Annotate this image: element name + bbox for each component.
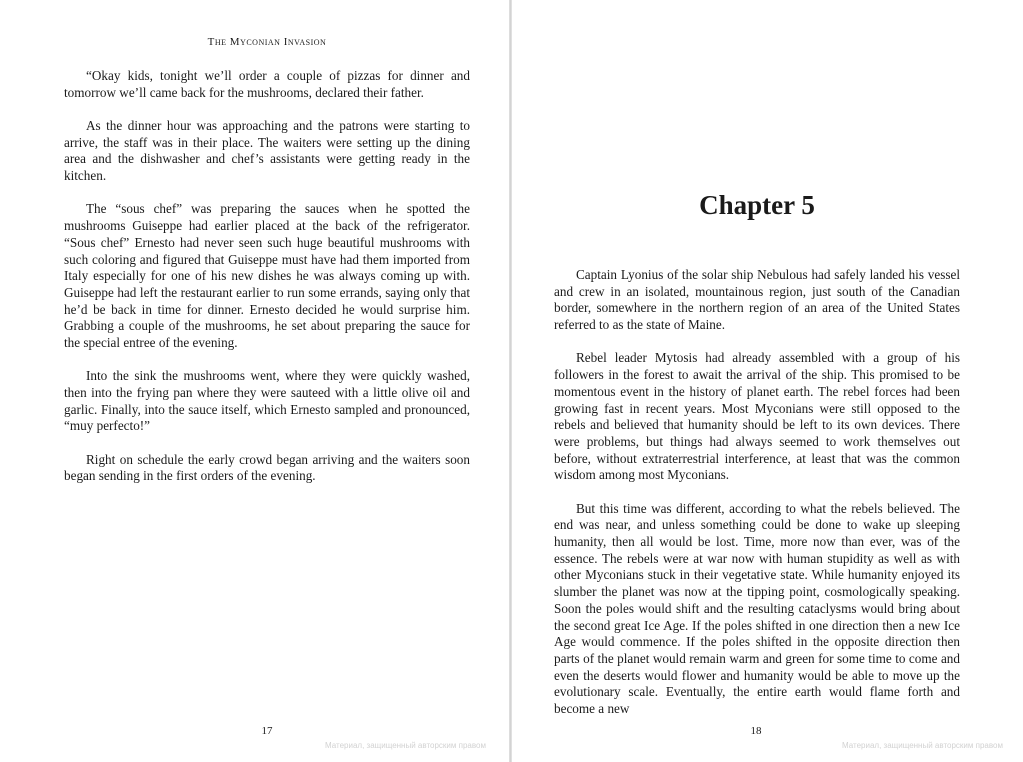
- paragraph: Right on schedule the early crowd began arriving and the waiters soon began sending in the first orders of the evening.: [64, 451, 470, 484]
- copyright-watermark: Материал, защищенный авторским правом: [842, 741, 1003, 750]
- paragraph: Rebel leader Mytosis had already assembled with a group of his followers in the forest to await the arrival of the ship. This promised to be momentous event in the history of planet earth. The rebel forces had been growing fast in recent years. Most Myconians were still opposed to the rebels and believed that humanity should be left to its own devices. There were problems, but things had always seemed to work themselves out before, without extraterrestrial interference, at least that was the common wisdom among most Myconians.: [554, 350, 960, 483]
- paragraph: Captain Lyonius of the solar ship Nebulous had safely landed his vessel and crew in an isolated, mountainous region, just south of the Canadian border, somewhere in the northern region of an area of the United States referred to as the state of Maine.: [554, 267, 960, 333]
- paragraph: “Okay kids, tonight we’ll order a couple of pizzas for dinner and tomorrow we’ll came back for the mushrooms, declared their father.: [64, 68, 470, 100]
- right-page-body: [554, 267, 960, 734]
- paragraph: Into the sink the mushrooms went, where they were quickly washed, then into the frying pan where they were sauteed with a little olive oil and garlic. Finally, into the sauce itself, which Ernesto sampled and pronounced, “muy perfecto!”: [64, 368, 470, 434]
- paragraph: The “sous chef” was preparing the sauces when he spotted the mushrooms Guiseppe had earlier placed at the back of the refrigerator. “Sous chef” Ernesto had never seen such huge beautiful mushrooms with such coloring and figured that Guiseppe must have had them imported from Italy especially for one of his new dishes he was always coming up with. Guiseppe had left the restaurant earlier to run some errands, saying only that he’d be back in time for dinner. Ernesto decided he would surprise him. Grabbing a couple of the mushrooms, he set about preparing the sauce for the special entree of the evening.: [64, 201, 470, 351]
- chapter-title: Chapter 5: [699, 190, 815, 220]
- running-head: The Myconian Invasion: [207, 36, 327, 48]
- right-page: [512, 0, 1023, 762]
- page-number: 18: [750, 725, 762, 737]
- paragraph: But this time was different, according to what the rebels believed. The end was near, and unless something could be done to wake up sleeping humanity, then all would be lost. Time, more now than ever, was of the essence. The rebels were at war now with human stupidity as well as with other Myconians stuck in their vegetative state. While humanity enjoyed its slumber the planet was now at the tipping point, cosmologically speaking. Soon the poles would shift and the resulting cataclysms would bring about the second great Ice Age. If the poles shifted in one direction then a new Ice Age would commence. If the poles shifted in the opposite direction then parts of the planet would remain warm and green for some time to come and even the deserts would flower and humanity would be able to move up the evolutionary scale. Eventually, the entire earth would flame forth and become a new: [554, 500, 960, 717]
- page-number: 17: [261, 725, 273, 737]
- left-page-body: [64, 68, 470, 502]
- paragraph: As the dinner hour was approaching and the patrons were starting to arrive, the staff was in their place. The waiters were setting up the dining area and the dishwasher and chef’s assistants were getting ready in the kitchen.: [64, 118, 470, 184]
- copyright-watermark: Материал, защищенный авторским правом: [325, 741, 486, 750]
- left-page: [0, 0, 510, 762]
